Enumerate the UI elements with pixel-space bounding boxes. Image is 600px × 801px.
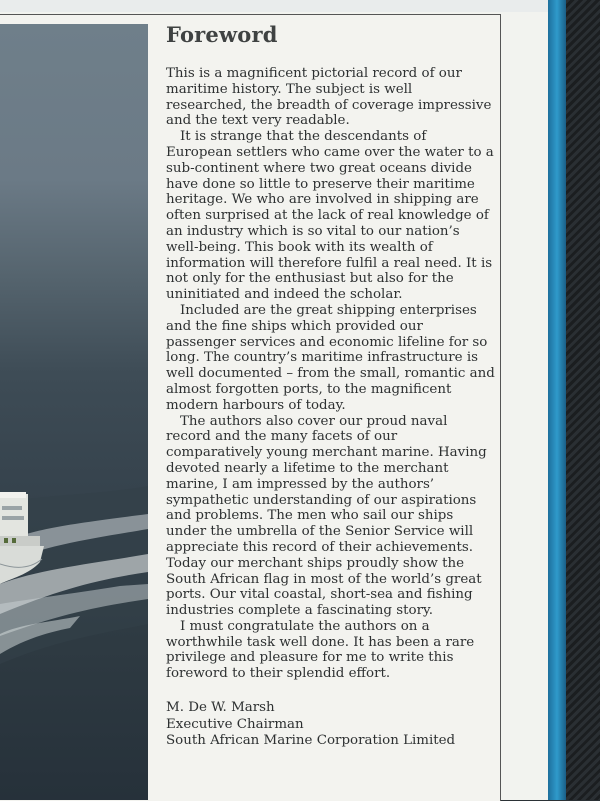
signatory-position: Executive Chairman	[166, 716, 304, 732]
foreword-text-column	[166, 22, 496, 750]
paragraph: It is strange that the descendants of European settlers who came over the water to a sub-continent where two great oceans divide have done so little to preserve their maritime heritage. We who are involved in shipping are often surprised at the lack of real knowledge of an industry which is so vital to our nation’s well-being. This book with its wealth of information will therefore fulfil a real need. It is not only for the enthusiast but also for the uninitiated and indeed the scholar.	[166, 129, 494, 303]
paragraph: This is a magnificent pictorial record of our maritime history. The subject is well researched, the breadth of coverage impressive and the text very readable.	[166, 66, 492, 129]
page-title: Foreword	[166, 22, 278, 47]
paragraph: I must congratulate the authors on a worthwhile task well done. It has been a rare privilege and pleasure for me to write this foreword to their splendid effort.	[166, 618, 475, 682]
ship-photo	[0, 24, 148, 800]
book-cover-edge	[548, 0, 566, 800]
ship-photo-illustration	[0, 24, 148, 800]
signatory-company: South African Marine Corporation Limited	[166, 733, 456, 749]
paragraph: The authors also cover our proud naval record and the many facets of our comparatively young merchant marine. Having devoted nearly a lifetime to the merchant marine, I am impressed by the authors’ sympathetic understanding of our aspirations and problems. The men who sail our ships under the umbrella of the Senior Service will appreciate this record of their achievements. Today our merchant ships proudly show the South African flag in most of the world’s great ports. Our vital coastal, short-sea and fishing industries complete a fascinating story.	[166, 413, 487, 619]
signature-block	[166, 700, 496, 750]
signatory-name: M. De W. Marsh	[166, 700, 275, 716]
table-surface	[562, 0, 600, 800]
paragraph: Included are the great shipping enterprises and the fine ships which provided our passenger services and economic lifeline for so long. The country’s maritime infrastructure is well documented – from the small, romantic and almost forgotten ports, to the magnificent modern harbours of today.	[166, 302, 495, 413]
